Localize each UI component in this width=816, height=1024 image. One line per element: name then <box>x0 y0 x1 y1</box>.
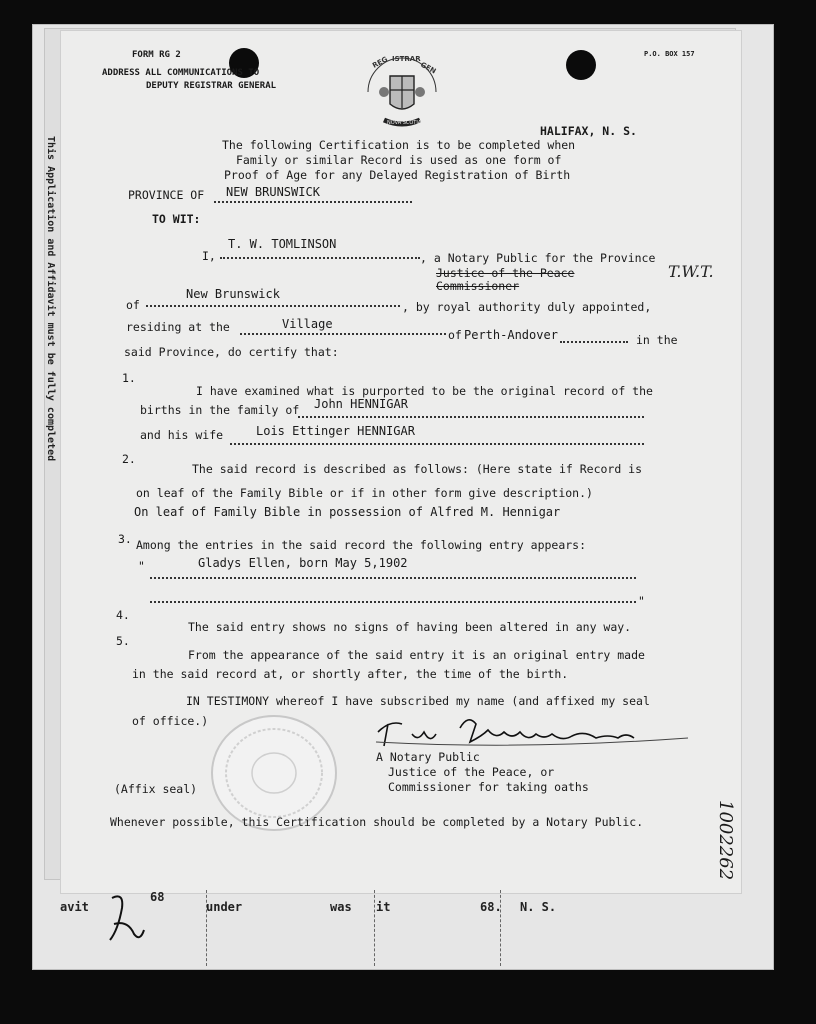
birth-entry: Gladys Ellen, born May 5,1902 <box>198 556 408 570</box>
svg-text:REG: REG <box>371 55 389 70</box>
svg-text:GEN: GEN <box>419 60 438 76</box>
strip-text-6: 68. <box>480 900 502 914</box>
title-notary: A Notary Public <box>376 750 480 764</box>
address-line-2: DEPUTY REGISTRAR GENERAL <box>146 81 277 91</box>
item-5-text-2: in the said record at, or shortly after, the time of the birth. <box>132 667 569 681</box>
intro-line-2: Family or similar Record is used as one form of <box>236 153 562 167</box>
certify-text: said Province, do certify that: <box>124 345 339 359</box>
intro-line-3: Proof of Age for any Delayed Registration of Birth <box>224 168 571 182</box>
province-value: NEW BRUNSWICK <box>226 185 320 199</box>
address-line-1: ADDRESS ALL COMMUNICATIONS TO <box>102 68 260 78</box>
testimony-line-2: of office.) <box>132 714 209 728</box>
province-label: PROVINCE OF <box>128 188 205 202</box>
father-name: John HENNIGAR <box>314 397 408 411</box>
svg-text:NOVA SCOTIA: NOVA SCOTIA <box>387 120 422 126</box>
strip-divider-1 <box>206 890 207 966</box>
close-quote: " <box>638 594 645 608</box>
struck-justice: Justice of the Peace <box>436 266 575 280</box>
strip-divider-3 <box>500 890 501 966</box>
registrar-crest-logo <box>362 52 442 136</box>
item-3-number: 3. <box>118 532 132 546</box>
notary-role: , a Notary Public for the Province <box>420 251 656 265</box>
open-quote: " <box>138 559 145 573</box>
entry-dotted-line-2 <box>150 601 636 603</box>
strip-text-5: it <box>376 900 391 914</box>
parish-dotted-line <box>560 341 628 343</box>
item-4-number: 4. <box>116 608 130 622</box>
svg-text:ISTRAR: ISTRAR <box>392 55 421 63</box>
notary-name: T. W. TOMLINSON <box>228 237 337 251</box>
residing-value: Village <box>282 317 333 331</box>
item-1-number: 1. <box>122 371 136 385</box>
of-dotted-line <box>146 305 400 307</box>
in-the-text: in the <box>636 333 678 347</box>
punch-hole-right <box>566 50 596 80</box>
strip-text-3: under <box>206 900 243 914</box>
to-wit: TO WIT: <box>152 212 201 226</box>
po-box: P.O. BOX 157 <box>644 50 695 58</box>
of-value: New Brunswick <box>186 287 280 301</box>
struck-commissioner: Commissioner <box>436 279 520 293</box>
item-3-text: Among the entries in the said record the following entry appears: <box>136 538 587 552</box>
item-2-text-1: The said record is described as follows: (Here state if Record is <box>192 462 643 476</box>
strip-text-7: N. S. <box>520 900 557 914</box>
residing-dotted-line <box>240 333 446 335</box>
mother-dotted-line <box>230 443 644 445</box>
births-label: births in the family of <box>140 403 300 417</box>
testimony-line-1: IN TESTIMONY whereof I have subscribed my name (and affixed my seal <box>186 694 650 708</box>
wife-label: and his wife <box>140 428 224 442</box>
of-label: of <box>126 298 140 312</box>
strip-text-4: was <box>330 900 352 914</box>
side-instruction: This Application and Affidavit must be fully completed <box>45 136 56 462</box>
item-5-text-1: From the appearance of the said entry it is an original entry made <box>188 648 645 662</box>
entry-dotted-line-1 <box>150 577 636 579</box>
form-number: FORM RG 2 <box>132 50 181 60</box>
affix-seal-label: (Affix seal) <box>114 782 198 796</box>
mother-name: Lois Ettinger HENNIGAR <box>256 424 415 438</box>
item-4-text: The said entry shows no signs of having been altered in any way. <box>188 620 632 634</box>
strip-divider-2 <box>374 890 375 966</box>
location: HALIFAX, N. S. <box>540 124 637 138</box>
intro-line-1: The following Certification is to be completed when <box>222 138 576 152</box>
handwritten-mark <box>104 890 148 950</box>
handwritten-initials: T.W.T. <box>668 262 714 281</box>
notary-dotted-line <box>220 257 420 259</box>
of-parish-label: of <box>448 328 462 342</box>
i-label: I, <box>202 249 216 263</box>
parish-value: Perth-Andover <box>464 328 558 342</box>
strip-text-1: avit <box>60 900 89 914</box>
residing-label: residing at the <box>126 320 230 334</box>
authority-text: , by royal authority duly appointed, <box>402 300 652 314</box>
item-5-number: 5. <box>116 634 130 648</box>
father-dotted-line <box>298 416 644 418</box>
strip-text-2: 68 <box>150 890 165 904</box>
title-justice: Justice of the Peace, or <box>388 765 555 779</box>
province-dotted-line <box>214 201 412 203</box>
margin-number: 1002262 <box>715 800 736 881</box>
title-commissioner: Commissioner for taking oaths <box>388 780 589 794</box>
item-2-text-2: on leaf of the Family Bible or if in other form give description.) <box>136 486 593 500</box>
item-1-text: I have examined what is purported to be the original record of the <box>196 384 653 398</box>
footer-note: Whenever possible, this Certification should be completed by a Notary Public. <box>110 815 644 829</box>
item-2-number: 2. <box>122 452 136 466</box>
record-description: On leaf of Family Bible in possession of Alfred M. Hennigar <box>134 505 561 519</box>
